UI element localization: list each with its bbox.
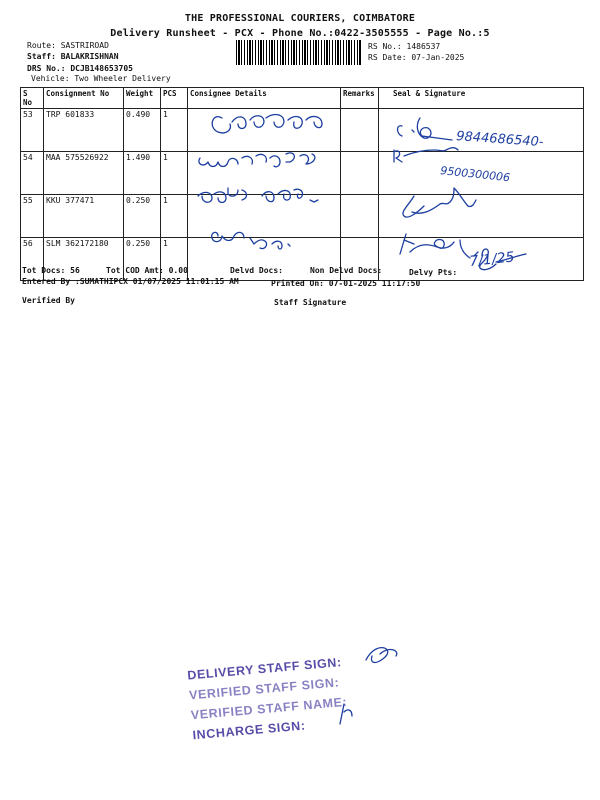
- delivery-points: Delvy Pts:: [409, 268, 458, 277]
- serial-no: 55: [21, 195, 44, 238]
- pcs: 1: [161, 152, 188, 195]
- seal-mark: [403, 188, 476, 217]
- verified-by-label: Verified By: [22, 296, 75, 305]
- consignment-no: SLM 362172180: [44, 238, 124, 281]
- pcs: 1: [161, 238, 188, 281]
- column-header: PCS: [161, 88, 188, 109]
- consignment-no: MAA 575526922: [44, 152, 124, 195]
- delivered-docs: Delvd Docs:: [230, 266, 283, 275]
- serial-no: 56: [21, 238, 44, 281]
- weight: 0.250: [124, 238, 161, 281]
- stamp-line: VERIFIED STAFF SIGN:: [188, 675, 340, 703]
- consignment-no: TRP 601833: [44, 109, 124, 152]
- handwritten-phone: 9844686540-: [455, 129, 544, 151]
- weight: 0.490: [124, 109, 161, 152]
- rs-number: RS No.: 1486537: [368, 42, 441, 51]
- total-docs: Tot Docs: 56: [22, 266, 80, 275]
- consignee-handwriting: [199, 153, 315, 167]
- runsheet-title: Delivery Runsheet - PCX - Phone No.:0422-3505555 - Page No.:5: [110, 28, 490, 39]
- stamp-line: VERIFIED STAFF NAME:: [190, 694, 348, 723]
- weight: 0.250: [124, 195, 161, 238]
- vehicle-label: Vehicle: Two Wheeler Delivery: [31, 74, 171, 83]
- staff-signature-label: Staff Signature: [274, 298, 347, 307]
- serial-no: 54: [21, 152, 44, 195]
- weight: 1.490: [124, 152, 161, 195]
- column-header: Seal & Signature: [379, 88, 584, 109]
- handwritten-phone: 9500300006: [439, 164, 511, 185]
- pcs: 1: [161, 195, 188, 238]
- drs-number: DRS No.: DCJB148653705: [27, 64, 133, 73]
- entered-by: Entered By :SUMATHIPCX 01/07/2025 11:01:15 AM: [22, 277, 239, 286]
- pcs: 1: [161, 109, 188, 152]
- column-header: Remarks: [341, 88, 379, 109]
- column-header: Weight: [124, 88, 161, 109]
- company-name: THE PROFESSIONAL COURIERS, COIMBATORE: [184, 13, 416, 24]
- consignee-handwriting: [198, 188, 318, 203]
- serial-no: 53: [21, 109, 44, 152]
- consignee-handwriting: [212, 232, 290, 249]
- stamp-line: INCHARGE SIGN:: [192, 718, 307, 743]
- route-label: Route: SASTRIROAD: [27, 41, 109, 50]
- verification-stamp: [186, 640, 434, 761]
- seal-mark: [394, 148, 458, 162]
- printed-on: Printed On: 07-01-2025 11:17:50: [271, 279, 421, 288]
- total-cod: Tot COD Amt: 0.00: [106, 266, 188, 275]
- staff-label: Staff: BALAKRISHNAN: [27, 52, 119, 61]
- column-header: S No: [21, 88, 44, 109]
- rs-date: RS Date: 07-Jan-2025: [368, 53, 465, 62]
- seal-mark: [398, 118, 453, 140]
- handwritten-date: 7/1/25: [468, 249, 516, 270]
- non-delivered-docs: Non Delvd Docs:: [310, 266, 383, 275]
- consignee-handwriting: [212, 115, 322, 133]
- consignment-no: KKU 377471: [44, 195, 124, 238]
- column-header: Consignee Details: [188, 88, 341, 109]
- stamp-line: DELIVERY STAFF SIGN:: [186, 655, 343, 683]
- column-header: Consignment No: [44, 88, 124, 109]
